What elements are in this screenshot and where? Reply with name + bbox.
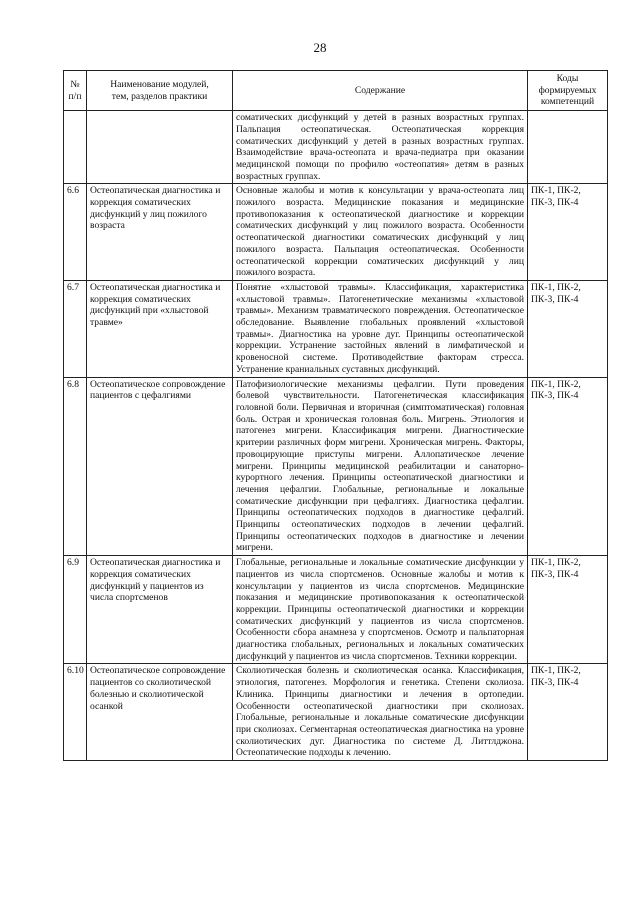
row-content: Патофизиологические механизмы цефалгии. Пути проведения болевой чувствительности. Патогенетическая классификация головной боли. Первичная и вторичная (симптоматическая) головная боль. Острая и хроническая головная боль. Мигрень. Этиология и патогенез мигрени. Классификация мигрени. Диагностические критерии различных форм мигрени. Хроническая мигрень. Факторы, провоцирующие приступы мигрени. Аллопатическое лечение мигрени. Принципы медицинской реабилитации и санаторно-курортного лечения. Принципы остеопатической диагностики и лечения цефалгии. Глобальные, региональные и локальные соматические дисфункции при цефалгиях. Диагностика цефалгии. Принципы остеопатических подходов в диагностике цефалгий. Принципы остеопатических подходов в лечении цефалгий. Принципы остеопатических подходов в диагностике и лечении мигрени. (233, 377, 528, 556)
table-row (64, 664, 608, 761)
row-module-name (87, 111, 233, 184)
row-number (64, 111, 87, 184)
table-row (64, 184, 608, 281)
row-competency-codes: ПК-1, ПК-2, ПК-3, ПК-4 (528, 664, 608, 761)
row-content: соматических дисфункций у детей в разных возрастных группах. Пальпация остеопатическая. Остеопатическая коррекция соматических дисфункций у детей в разных возрастных группах. Взаимодействие врача-остеопата и врача-педиатра при оказании медицинской помощи по профилю «остеопатия» детям в разных возрастных группах. (233, 111, 528, 184)
table-row (64, 556, 608, 664)
table-row (64, 111, 608, 184)
header-content: Содержание (233, 71, 528, 111)
header-number: № п/п (64, 71, 87, 111)
row-content: Понятие «хлыстовой травмы». Классификация, характеристика «хлыстовой травмы». Патогенетические механизмы «хлыстовой травмы». Механизм травматического повреждения. Остеопатическое обследование. Выявление глобальных проявлений «хлыстовой травмы». Диагностика на уровне дуг. Принципы остеопатической коррекции. Устранение застойных явлений в лимфатической и кровеносной системе. Противодействие факторам стресса. Устранение краниальных суставных дисфункций. (233, 280, 528, 377)
row-competency-codes: ПК-1, ПК-2, ПК-3, ПК-4 (528, 556, 608, 664)
table-row (64, 377, 608, 556)
row-module-name: Остеопатическая диагностика и коррекция соматических дисфункций у лиц пожилого возраста (87, 184, 233, 281)
row-content: Глобальные, региональные и локальные соматические дисфункции у пациентов из числа спортсменов. Основные жалобы и мотив к консультации у пациентов из числа спортсменов. Медицинские показания и медицинские противопоказания к остеопатической коррекции. Принципы остеопатической диагностики и коррекции соматических дисфункций у пациентов из числа спортсменов. Особенности сбора анамнеза у спортсменов. Осмотр и пальпаторная диагностика глобальных, региональных и локальных соматических дисфункций у пациентов из числа спортсменов. Техники коррекции. (233, 556, 528, 664)
row-competency-codes: ПК-1, ПК-2, ПК-3, ПК-4 (528, 280, 608, 377)
row-module-name: Остеопатическое сопровождение пациентов с цефалгиями (87, 377, 233, 556)
page-number: 28 (313, 40, 327, 55)
header-competency-codes: Коды формируемых компетенций (528, 71, 608, 111)
row-number: 6.10 (64, 664, 87, 761)
table-row (64, 280, 608, 377)
row-competency-codes: ПК-1, ПК-2, ПК-3, ПК-4 (528, 377, 608, 556)
row-module-name: Остеопатическое сопровождение пациентов со сколиотической болезнью и сколиотической осанкой (87, 664, 233, 761)
row-competency-codes: ПК-1, ПК-2, ПК-3, ПК-4 (528, 184, 608, 281)
header-module-name: Наименование модулей, тем, разделов практики (87, 71, 233, 111)
row-number: 6.6 (64, 184, 87, 281)
table-header-row (64, 71, 608, 111)
row-competency-codes (528, 111, 608, 184)
curriculum-table (63, 70, 608, 761)
row-number: 6.9 (64, 556, 87, 664)
row-module-name: Остеопатическая диагностика и коррекция соматических дисфункций при «хлыстовой травме» (87, 280, 233, 377)
row-number: 6.7 (64, 280, 87, 377)
row-module-name: Остеопатическая диагностика и коррекция соматических дисфункций у пациентов из числа спортсменов (87, 556, 233, 664)
row-number: 6.8 (64, 377, 87, 556)
row-content: Основные жалобы и мотив к консультации у врача-остеопата лиц пожилого возраста. Медицинские показания и медицинские противопоказания к остеопатической диагностике и коррекции соматических дисфункций у лиц пожилого возраста. Особенности остеопатической диагностики соматических дисфункций у лиц пожилого возраста. Пальпация остеопатическая. Особенности остеопатической коррекции соматических дисфункций у лиц пожилого возраста. (233, 184, 528, 281)
row-content: Сколиотическая болезнь и сколиотическая осанка. Классификация, этиология, патогенез. Морфология и генетика. Степени сколиоза. Клиника. Принципы диагностики и лечения в ортопедии. Особенности остеопатической диагностики при сколиозах. Глобальные, региональные и локальные соматические дисфункции при сколиозах. Сегментарная остеопатическая диагностика на уровне сколиотических дуг. Диагностика по системе Д. Литтлджона. Остеопатические подходы к лечению. (233, 664, 528, 761)
